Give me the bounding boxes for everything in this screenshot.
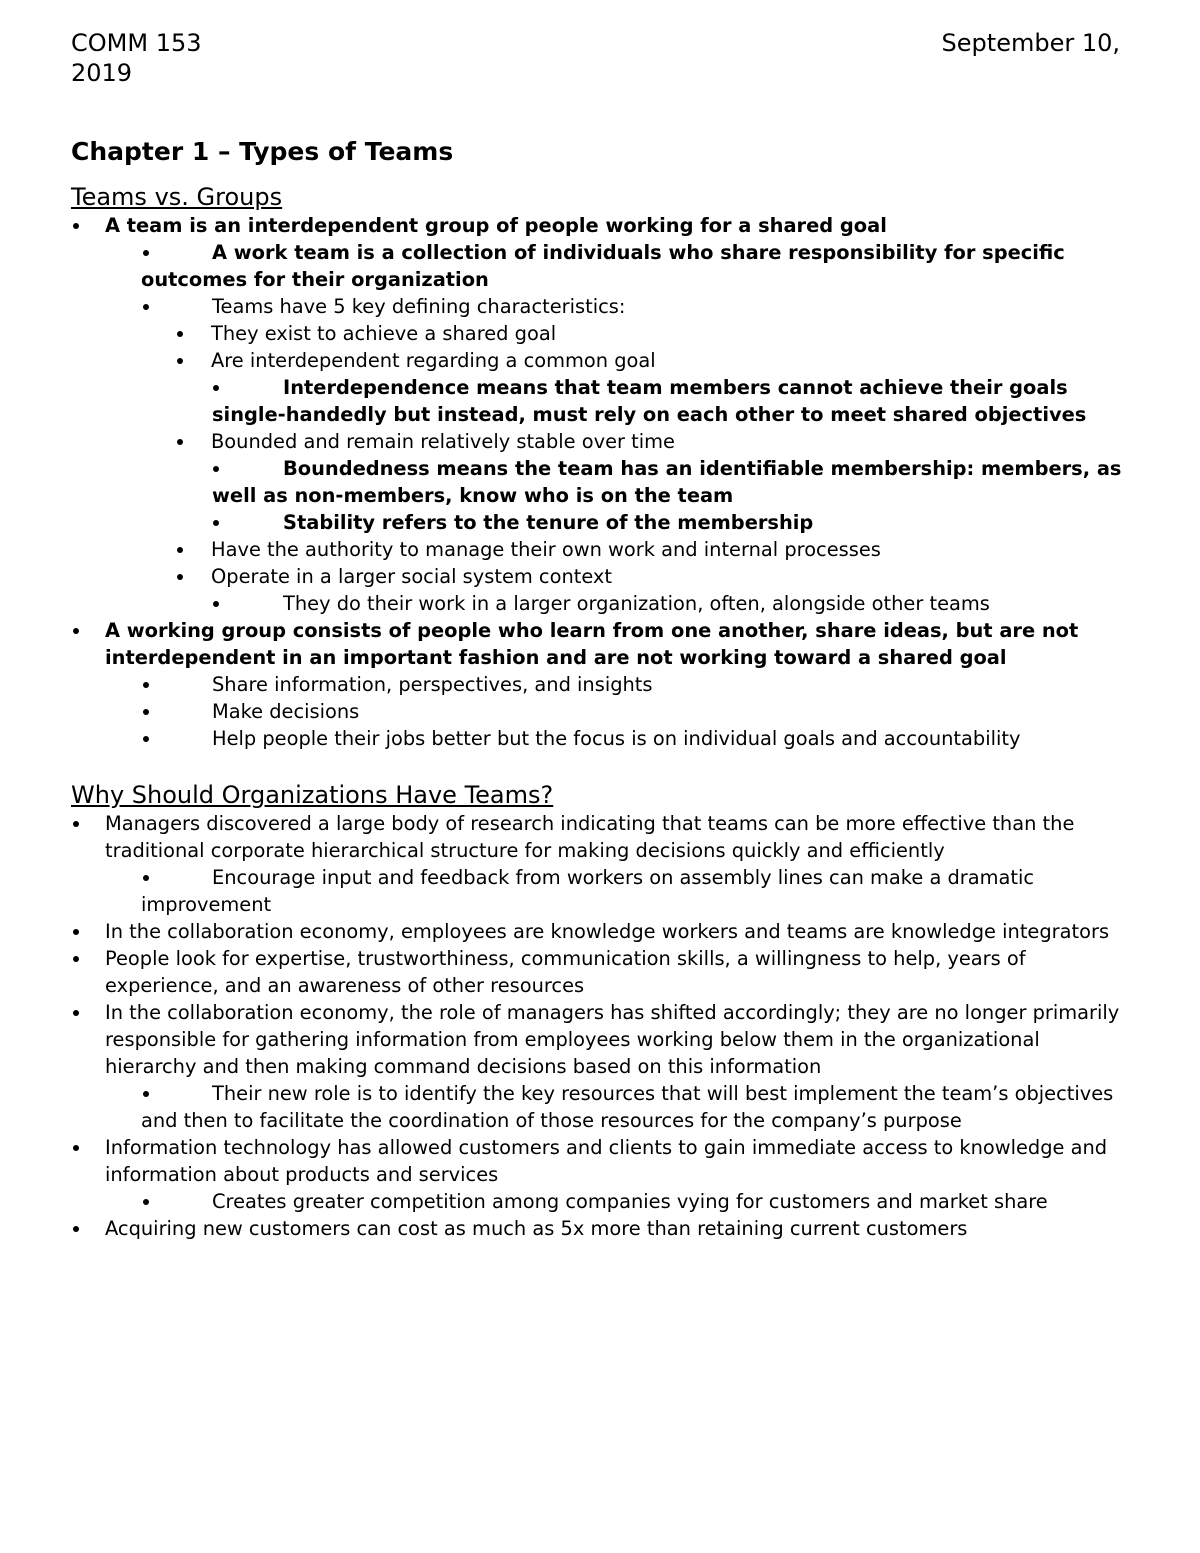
list-item: Managers discovered a large body of research indicating that teams can be more effective than the traditional corporate hierarchical structure for making decisions quickly and efficiently xyxy=(71,810,1131,864)
date-line-2: 2019 xyxy=(71,59,133,87)
list-item: Help people their jobs better but the focus is on individual goals and accountability xyxy=(71,725,1131,752)
list-item: Bounded and remain relatively stable over time xyxy=(71,428,1131,455)
list-item: Operate in a larger social system context xyxy=(71,563,1131,590)
list-item: In the collaboration economy, employees are knowledge workers and teams are knowledge integrators xyxy=(71,918,1131,945)
list-item: Share information, perspectives, and insights xyxy=(71,671,1131,698)
teams-vs-groups-list xyxy=(71,212,1131,752)
list-item: They do their work in a larger organization, often, alongside other teams xyxy=(71,590,1131,617)
list-item: People look for expertise, trustworthiness, communication skills, a willingness to help, years of experience, and an awareness of other resources xyxy=(71,945,1131,999)
list-item: Stability refers to the tenure of the membership xyxy=(71,509,1131,536)
document-header xyxy=(71,28,1131,88)
list-item: A working group consists of people who learn from one another, share ideas, but are not interdependent in an important fashion and are not working toward a shared goal xyxy=(71,617,1131,671)
chapter-title: Chapter 1 – Types of Teams xyxy=(71,137,454,166)
list-item: Are interdependent regarding a common goal xyxy=(71,347,1131,374)
list-item: Teams have 5 key defining characteristics: xyxy=(71,293,1131,320)
list-item: Encourage input and feedback from workers on assembly lines can make a dramatic improvement xyxy=(71,864,1131,918)
date-line-1: September 10, xyxy=(941,29,1120,57)
list-item: They exist to achieve a shared goal xyxy=(71,320,1131,347)
list-item: Their new role is to identify the key resources that will best implement the team’s objectives and then to facilitate the coordination of those resources for the company’s purpose xyxy=(71,1080,1131,1134)
section-heading-teams-vs-groups: Teams vs. Groups xyxy=(71,183,283,211)
list-item: Creates greater competition among companies vying for customers and market share xyxy=(71,1188,1131,1215)
list-item: Interdependence means that team members cannot achieve their goals single-handedly but instead, must rely on each other to meet shared objectives xyxy=(71,374,1131,428)
list-item: A team is an interdependent group of people working for a shared goal xyxy=(71,212,1131,239)
list-item: A work team is a collection of individuals who share responsibility for specific outcomes for their organization xyxy=(71,239,1131,293)
list-item: Boundedness means the team has an identifiable membership: members, as well as non-members, know who is on the team xyxy=(71,455,1131,509)
list-item: Acquiring new customers can cost as much as 5x more than retaining current customers xyxy=(71,1215,1131,1242)
list-item: In the collaboration economy, the role of managers has shifted accordingly; they are no longer primarily responsible for gathering information from employees working below them in the organizational hierarchy and then making command decisions based on this information xyxy=(71,999,1131,1080)
list-item: Have the authority to manage their own work and internal processes xyxy=(71,536,1131,563)
why-teams-list xyxy=(71,810,1131,1242)
list-item: Information technology has allowed customers and clients to gain immediate access to knowledge and information about products and services xyxy=(71,1134,1131,1188)
section-heading-why-teams: Why Should Organizations Have Teams? xyxy=(71,781,554,809)
document-page xyxy=(71,28,1131,1242)
list-item: Make decisions xyxy=(71,698,1131,725)
course-code: COMM 153 xyxy=(71,29,202,57)
